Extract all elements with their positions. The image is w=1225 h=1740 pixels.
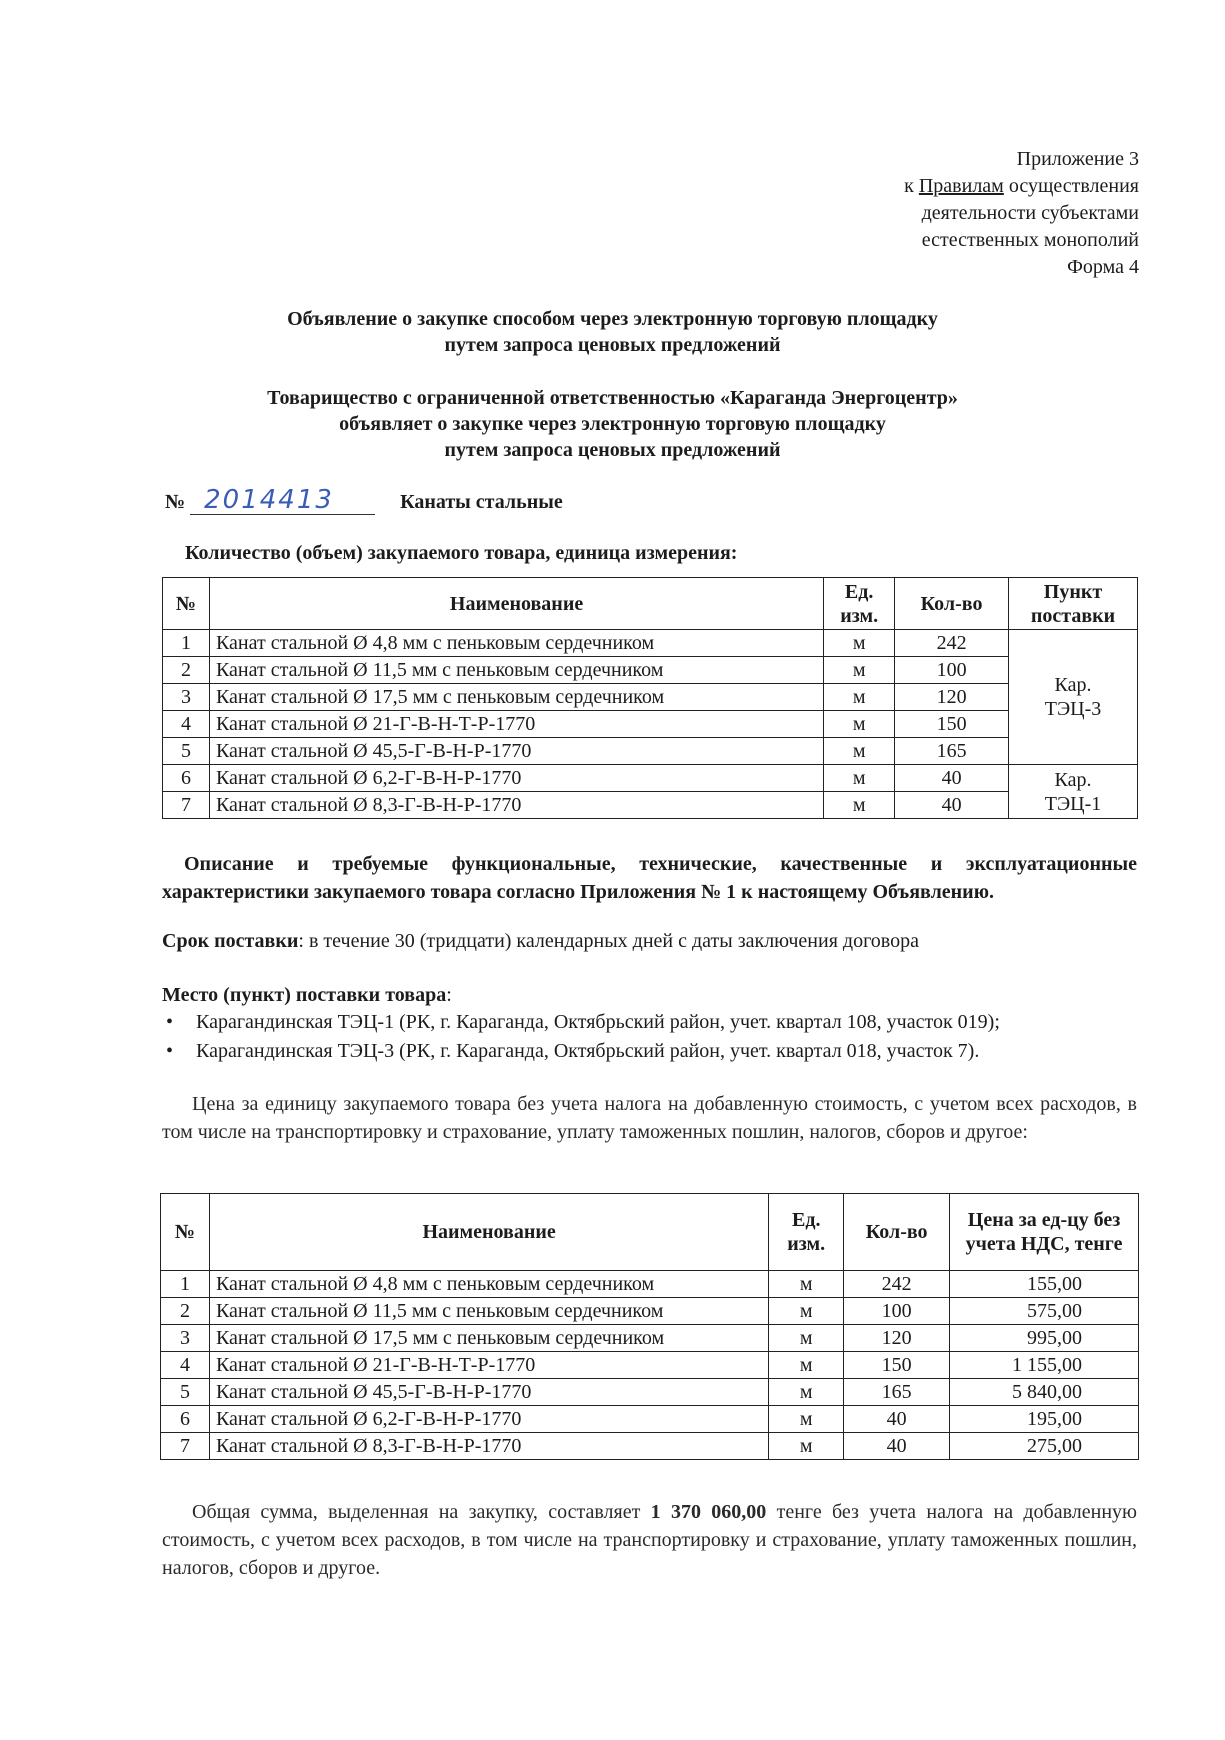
header-num: № <box>161 1194 210 1271</box>
header-num: № <box>163 578 210 630</box>
header-name: Наименование <box>209 578 823 630</box>
quantity-heading: Количество (объем) закупаемого товара, единица измерения: <box>185 542 738 564</box>
table-row: 2 Канат стальной Ø 11,5 мм с пеньковым сердечником м 100 575,00 <box>161 1298 1139 1325</box>
handwritten-number: 2014413 <box>190 486 375 515</box>
header-place: Пункт поставки <box>1009 578 1138 630</box>
description-paragraph: Описание и требуемые функциональные, технические, качественные и эксплуатационные характеристики закупаемого товара согласно Приложения № 1 к настоящему Объявлению. <box>162 853 1137 903</box>
appendix-label: Приложение 3 <box>1016 148 1139 170</box>
appendix-header: Приложение 3 к Правилам осуществления деятельности субъектами естественных монополий Форма 4 <box>904 146 1139 281</box>
header-name: Наименование <box>209 1194 768 1271</box>
delivery-place-list <box>162 1008 1000 1066</box>
header-qty: Кол-во <box>895 578 1009 630</box>
delivery-term-label: Срок поставки <box>162 930 299 952</box>
table-row: 3 Канат стальной Ø 17,5 мм с пеньковым сердечником м 120 <box>163 684 1138 711</box>
form-label: Форма 4 <box>1067 256 1139 278</box>
delivery-place-tec1: Кар. ТЭЦ-1 <box>1009 765 1138 819</box>
header-qty: Кол-во <box>844 1194 950 1271</box>
header-unit: Ед. изм. <box>769 1194 844 1271</box>
organizer-title: Товарищество с ограниченной ответственностью «Караганда Энергоцентр» объявляет о закупке через электронную торговую площадку путем запроса ценовых предложений <box>267 387 958 461</box>
header-unit: Ед. изм. <box>824 578 895 630</box>
table-row: 4 Канат стальной Ø 21-Г-В-Н-Т-Р-1770 м 150 1 155,00 <box>161 1352 1139 1379</box>
quantity-table <box>162 577 1138 819</box>
header-price: Цена за ед-цу без учета НДС, тенге <box>950 1194 1139 1271</box>
table-row: 6 Канат стальной Ø 6,2-Г-В-Н-Р-1770 м 40 195,00 <box>161 1406 1139 1433</box>
announcement-number-line: № 2014413 Канаты стальные <box>165 485 563 515</box>
delivery-place-heading: Место (пункт) поставки товара: <box>162 984 452 1006</box>
table-row: 5 Канат стальной Ø 45,5-Г-В-Н-Р-1770 м 165 5 840,00 <box>161 1379 1139 1406</box>
purchase-subject: Канаты стальные <box>400 491 563 513</box>
table-row: 6 Канат стальной Ø 6,2-Г-В-Н-Р-1770 м 40 Кар. ТЭЦ-1 <box>163 765 1138 792</box>
delivery-term: Срок поставки: в течение 30 (тридцати) календарных дней с даты заключения договора <box>162 930 919 952</box>
total-amount: 1 370 060,00 <box>650 1501 767 1523</box>
table-header-row <box>163 578 1138 630</box>
table-row: 7 Канат стальной Ø 8,3-Г-В-Н-Р-1770 м 40 275,00 <box>161 1433 1139 1460</box>
list-item: • Карагандинская ТЭЦ-1 (РК, г. Караганда, Октябрьский район, учет. квартал 108, участок 019); <box>162 1008 1000 1037</box>
total-paragraph: Общая сумма, выделенная на закупку, составляет 1 370 060,00 тенге без учета налога на добавленную стоимость, с учетом всех расходов, в том числе на транспортировку и страхование, уплату таможенных пошлин, налогов, сборов и другое. <box>162 1501 1137 1579</box>
table-row: 4 Канат стальной Ø 21-Г-В-Н-Т-Р-1770 м 150 <box>163 711 1138 738</box>
list-item: • Карагандинская ТЭЦ-3 (РК, г. Караганда, Октябрьский район, учет. квартал 018, участок 7). <box>162 1037 1000 1066</box>
delivery-place-tec3: Кар. ТЭЦ-3 <box>1009 630 1138 765</box>
table-header-row <box>161 1194 1139 1271</box>
price-table <box>160 1193 1139 1460</box>
table-row: 3 Канат стальной Ø 17,5 мм с пеньковым сердечником м 120 995,00 <box>161 1325 1139 1352</box>
appendix-rules-line: к Правилам осуществления <box>904 175 1139 197</box>
table-row: 7 Канат стальной Ø 8,3-Г-В-Н-Р-1770 м 40 <box>163 792 1138 819</box>
table-row: 1 Канат стальной Ø 4,8 мм с пеньковым сердечником м 242 Кар. ТЭЦ-3 <box>163 630 1138 657</box>
table-row: 5 Канат стальной Ø 45,5-Г-В-Н-Р-1770 м 165 <box>163 738 1138 765</box>
table-row: 2 Канат стальной Ø 11,5 мм с пеньковым сердечником м 100 <box>163 657 1138 684</box>
rules-link[interactable]: Правилам <box>918 175 1004 197</box>
table-row: 1 Канат стальной Ø 4,8 мм с пеньковым сердечником м 242 155,00 <box>161 1271 1139 1298</box>
price-intro-paragraph: Цена за единицу закупаемого товара без учета налога на добавленную стоимость, с учетом всех расходов, в том числе на транспортировку и страхование, уплату таможенных пошлин, налогов, сборов и другое: <box>162 1093 1137 1143</box>
announcement-title: Объявление о закупке способом через электронную торговую площадку путем запроса ценовых предложений <box>287 308 938 356</box>
